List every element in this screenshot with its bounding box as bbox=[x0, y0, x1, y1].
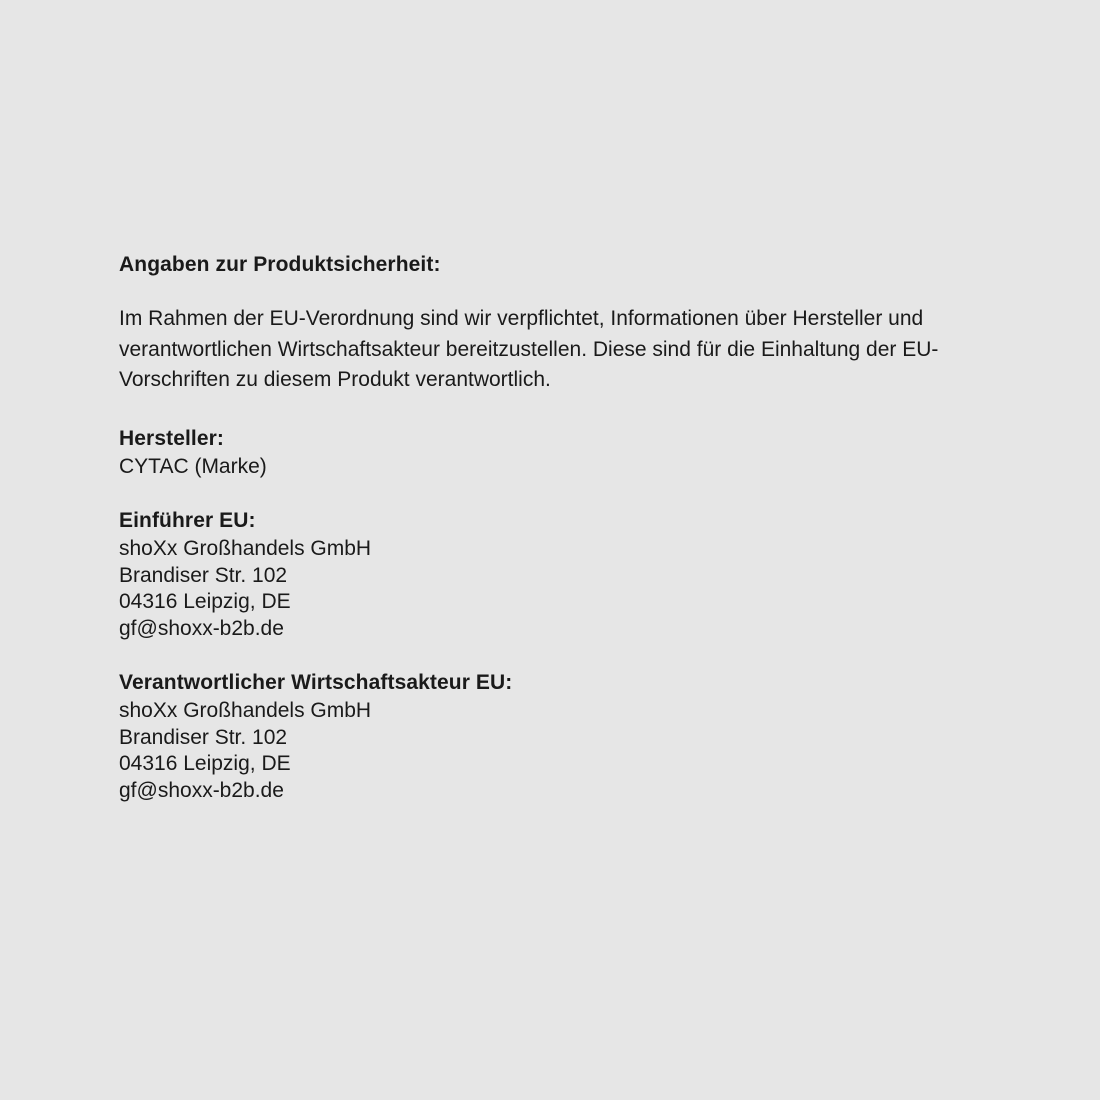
section-line: 04316 Leipzig, DE bbox=[119, 590, 291, 613]
section-title: Verantwortlicher Wirtschaftsakteur EU: bbox=[119, 671, 513, 694]
document-content bbox=[119, 250, 989, 804]
section-line: CYTAC (Marke) bbox=[119, 454, 267, 478]
section-line: shoXx Großhandels GmbH bbox=[119, 537, 372, 560]
section-line-email: gf@shoxx-b2b.de bbox=[119, 616, 284, 640]
section-manufacturer bbox=[119, 424, 989, 481]
section-line-email: gf@shoxx-b2b.de bbox=[119, 778, 284, 802]
section-line: shoXx Großhandels GmbH bbox=[119, 699, 372, 722]
section-title: Hersteller: bbox=[119, 426, 224, 450]
section-eu-importer bbox=[119, 506, 989, 642]
section-responsible-economic-operator bbox=[119, 668, 989, 804]
section-line: 04316 Leipzig, DE bbox=[119, 752, 291, 775]
page-title: Angaben zur Produktsicherheit: bbox=[119, 253, 441, 276]
section-title: Einführer EU: bbox=[119, 509, 256, 532]
section-line: Brandiser Str. 102 bbox=[119, 725, 288, 749]
intro-paragraph: Im Rahmen der EU-Verordnung sind wir verpflichtet, Informationen über Hersteller und verantwortlichen Wirtschaftsakteur bereitzustellen. Diese sind für die Einhaltung der EU-Vorschriften zu diesem Produkt verantwortlich. bbox=[119, 307, 939, 391]
section-line: Brandiser Str. 102 bbox=[119, 563, 288, 587]
